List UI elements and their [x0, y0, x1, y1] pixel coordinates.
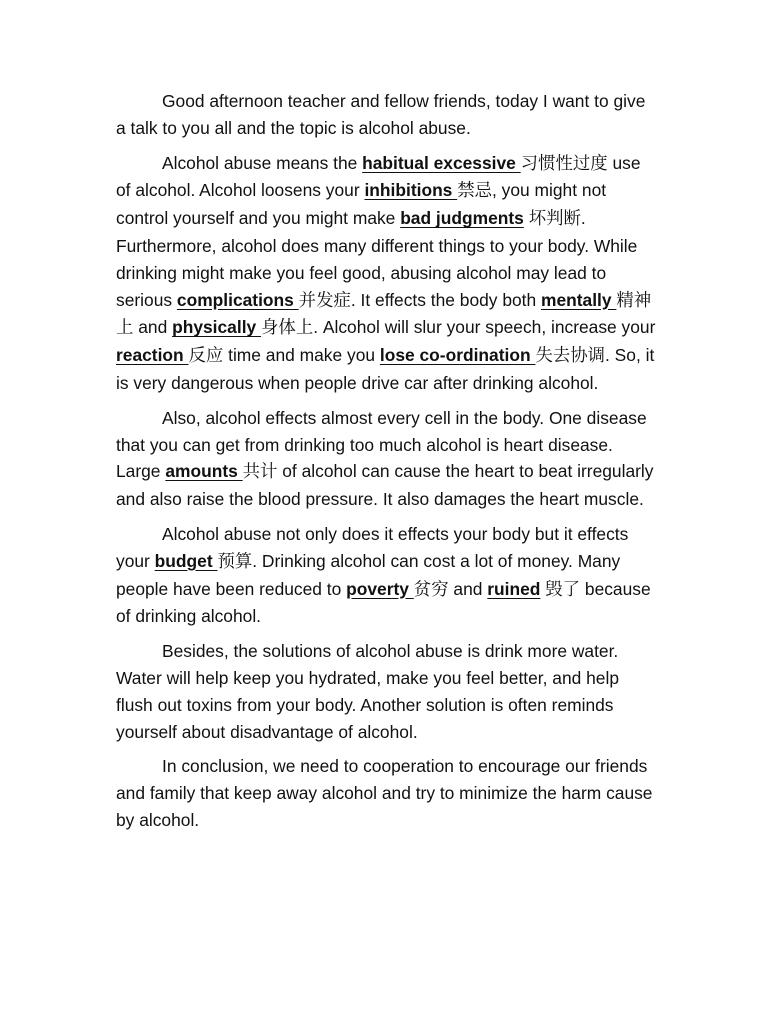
keyword: reaction — [116, 345, 189, 366]
document-body — [116, 88, 656, 842]
chinese-translation: 身体上 — [261, 318, 314, 339]
text-run: . So, it is very dangerous when people drive car after drinking alcohol. — [116, 345, 655, 393]
text-run: Good afternoon teacher and fellow friends, today I want to give a talk to you all and the topic is alcohol abuse. — [116, 91, 646, 138]
paragraph — [116, 753, 656, 833]
paragraph — [116, 405, 656, 513]
keyword: poverty — [346, 578, 414, 599]
paragraph — [116, 150, 656, 397]
chinese-translation: 共计 — [242, 462, 278, 483]
chinese-translation: 习惯性过度 — [520, 153, 608, 174]
chinese-translation: 精神上 — [116, 290, 652, 339]
keyword: budget — [154, 550, 218, 571]
keyword: amounts — [165, 461, 243, 482]
text-run: . Drinking alcohol can cost a lot of money. Many people have been reduced to — [116, 550, 621, 599]
text-run: and — [448, 578, 488, 599]
text-run: and — [133, 317, 173, 338]
chinese-translation: 并发症 — [298, 290, 351, 311]
paragraph — [116, 521, 656, 630]
keyword: complications — [176, 289, 299, 310]
keyword: habitual excessive — [362, 152, 521, 173]
keyword: ruined — [487, 578, 541, 599]
keyword: mentally — [541, 289, 617, 310]
paragraph — [116, 638, 656, 745]
chinese-translation: 毁了 — [545, 579, 581, 600]
keyword: bad judgments — [400, 208, 524, 229]
paragraph — [116, 88, 656, 142]
text-run: Alcohol abuse not only does it effects your body but it effects your — [116, 523, 629, 571]
chinese-translation: 禁忌 — [457, 181, 492, 202]
chinese-translation: 预算 — [217, 551, 253, 572]
text-run: use of alcohol. Alcohol loosens your — [116, 152, 641, 201]
keyword: inhibitions — [364, 180, 458, 201]
text-run: because of drinking alcohol. — [116, 578, 651, 627]
keyword: lose co-ordination — [379, 345, 536, 366]
text-run: Also, alcohol effects almost every cell in the body. One disease that you can get from drinking too much alcohol is heart disease. Large — [116, 407, 647, 482]
text-run: of alcohol can cause the heart to beat irregularly and also raise the blood pressure. It also damages the heart muscle. — [116, 461, 654, 510]
text-run: Besides, the solutions of alcohol abuse is drink more water. Water will help keep you hydrated, make you feel better, and help flush out toxins from your body. Another solution is often reminds yourself about disadvantage of alcohol. — [116, 641, 620, 742]
text-run: , you might not control yourself and you might make — [116, 180, 607, 229]
keyword: physically — [172, 317, 262, 338]
text-run: . It effects the body both — [350, 289, 541, 310]
text-run: Alcohol abuse means the — [162, 152, 363, 173]
chinese-translation: 贫穷 — [413, 579, 449, 600]
text-run: time and make you — [223, 345, 380, 366]
chinese-translation: 失去协调 — [535, 346, 606, 367]
chinese-translation: 反应 — [188, 346, 224, 367]
text-run: In conclusion, we need to cooperation to encourage our friends and family that keep away alcohol and try to minimize the harm cause by alcohol. — [116, 756, 653, 830]
text-run: . Furthermore, alcohol does many different things to your body. While drinking might make you feel good, abusing alcohol may lead to serious — [116, 208, 638, 310]
text-run: . Alcohol will slur your speech, increase your — [313, 317, 656, 338]
chinese-translation: 坏判断 — [528, 209, 581, 230]
